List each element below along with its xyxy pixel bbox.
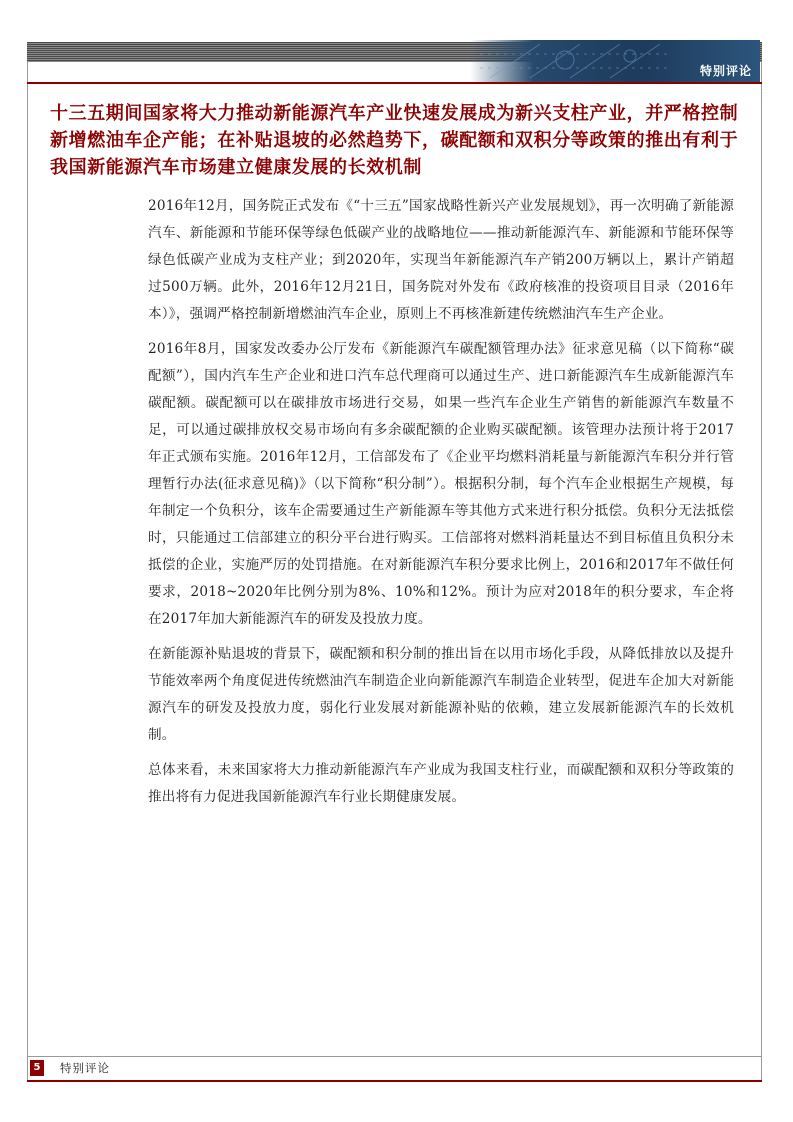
paragraph: 在新能源补贴退坡的背景下，碳配额和积分制的推出旨在以用市场化手段，从降低排放以及提升节能效率两个角度促进传统燃油汽车制造企业向新能源汽车制造企业转型，促进车企加大对新能源汽车的研发及投放力度，弱化行业发展对新能源补贴的依赖，建立发展新能源汽车的长效机制。 xyxy=(148,646,734,743)
page-number-badge: 5 xyxy=(30,1060,44,1076)
article-title: 十三五期间国家将大力推动新能源汽车产业快速发展成为新兴支柱产业，并严格控制新增燃油车企产能；在补贴退坡的必然趋势下，碳配额和双积分等政策的推出有利于我国新能源汽车市场建立健康发展的长效机制 xyxy=(50,103,739,178)
header-section-label: 特别评论 xyxy=(699,64,752,78)
footer-section-label: 特别评论 xyxy=(60,1061,110,1075)
footer-rule xyxy=(27,1080,762,1082)
footer-rule-top xyxy=(27,1056,762,1057)
paragraph: 2016年8月，国家发改委办公厅发布《新能源汽车碳配额管理办法》征求意见稿（以下简称“碳配额”），国内汽车生产企业和进口汽车总代理商可以通过生产、进口新能源汽车生成新能源汽车碳配额。碳配额可以在碳排放市场进行交易，如果一些汽车企业生产销售的新能源汽车数量不足，可以通过碳排放权交易市场向有多余碳配额的企业购买碳配额。该管理办法预计将于2017年正式颁布实施。2016年12月，工信部发布了《企业平均燃料消耗量与新能源汽车积分并行管理暂行办法(征求意见稿)》（以下简称“积分制”）。根据积分制，每个汽车企业根据生产规模，每年制定一个负积分，该车企需要通过生产新能源车等其他方式来进行积分抵偿。负积分无法抵偿时，只能通过工信部建立的积分平台进行购买。工信部将对燃料消耗量达不到目标值且负积分未抵偿的企业，实施严厉的处罚措施。在对新能源汽车积分要求比例上，2016和2017年不做任何要求，2018~2020年比例分别为8%、10%和12%。预计为应对2018年的积分要求，车企将在2017年加大新能源汽车的研发及投放力度。 xyxy=(148,341,734,627)
header-banner xyxy=(470,40,760,82)
paragraph: 2016年12月，国务院正式发布《“十三五”国家战略性新兴产业发展规划》，再一次明确了新能源汽车、新能源和节能环保等绿色低碳产业的战略地位——推动新能源汽车、新能源和节能环保等绿色低碳产业成为支柱产业；到2020年，实现当年新能源汽车产销200万辆以上，累计产销超过500万辆。此外，2016年12月21日，国务院对外发布《政府核准的投资项目目录（2016年本）》，强调严格控制新增燃油汽车企业，原则上不再核准新建传统燃油汽车生产企业。 xyxy=(148,198,734,322)
header-rule xyxy=(27,82,762,84)
frame-right-border xyxy=(761,42,762,1082)
frame-left-border xyxy=(27,42,28,1082)
paragraph: 总体来看，未来国家将大力推动新能源汽车产业成为我国支柱行业，而碳配额和双积分等政策的推出将有力促进我国新能源汽车行业长期健康发展。 xyxy=(148,762,734,805)
article-body xyxy=(148,193,734,819)
